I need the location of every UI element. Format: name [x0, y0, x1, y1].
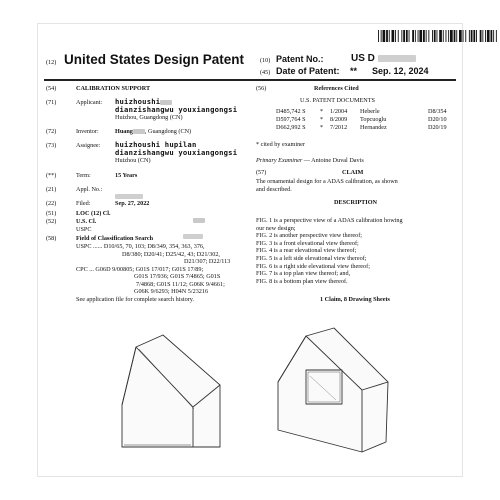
barcode-bar	[485, 30, 486, 42]
reference-num: D662,992 S	[276, 124, 306, 131]
barcode-bar	[423, 30, 425, 42]
code-21: (21)	[46, 186, 57, 193]
figure-description-line: FIG. 1 is a perspective view of a ADAS calibration howing	[256, 217, 403, 224]
code-10: (10)	[260, 57, 271, 64]
barcode-bar	[419, 30, 422, 42]
patent-page	[38, 24, 462, 476]
date-marker: **	[350, 66, 358, 76]
applicant-label: Applicant:	[76, 99, 103, 106]
barcode-bar	[465, 30, 466, 42]
reference-star: *	[320, 116, 324, 123]
code-term: (**)	[46, 172, 57, 179]
code-12: (12)	[46, 59, 57, 66]
see-application-note: See application file for complete search history.	[76, 296, 194, 303]
barcode-bar	[491, 30, 493, 42]
barcode-bar	[426, 30, 427, 42]
applicant-location: Huizhou, Guangdong (CN)	[115, 114, 183, 121]
description-title: DESCRIPTION	[334, 199, 377, 206]
barcode-bar	[456, 30, 457, 42]
barcode-bar	[471, 30, 473, 42]
reference-date: 8/2009	[330, 116, 348, 123]
barcode-bar	[395, 30, 396, 42]
code-51: (51)	[46, 210, 57, 217]
barcode-bar	[415, 30, 416, 42]
barcode-bar	[401, 30, 402, 42]
barcode-bar	[437, 30, 438, 42]
applicant-name-line1: huizhoushi	[115, 97, 172, 106]
barcode-bar	[448, 30, 449, 42]
reference-star: *	[320, 124, 324, 131]
figure-description-line: FIG. 6 is a right side elevational view thereof;	[256, 262, 370, 270]
barcode-bar	[469, 30, 470, 42]
term-label: Term:	[76, 172, 91, 179]
barcode-bar	[398, 30, 399, 42]
reference-star: *	[320, 108, 324, 115]
barcode-bar	[443, 30, 444, 42]
barcode-bar	[454, 30, 456, 42]
reference-cls: D20/10	[428, 116, 447, 123]
barcode-bar	[418, 30, 419, 42]
barcode-bar	[389, 30, 390, 42]
barcode-bar	[473, 30, 475, 42]
field-line: D21/307; D22/113	[184, 258, 231, 265]
figure-description-line: our new design;	[256, 224, 296, 232]
cited-by-examiner-note: * cited by examiner	[256, 141, 305, 148]
claim-text-line2: and described.	[256, 186, 292, 193]
code-58: (58)	[46, 235, 57, 242]
barcode-bar	[381, 30, 382, 42]
reference-date: 7/2012	[330, 124, 348, 131]
barcode-bar	[493, 30, 494, 42]
assignee-label: Assignee:	[76, 142, 101, 149]
barcode-bar	[450, 30, 453, 42]
barcode-bar	[480, 30, 482, 42]
field-line: D8/380; D20/41; D25/42, 43; D21/302,	[122, 250, 220, 258]
loc-label: LOC (12) Cl.	[76, 210, 111, 217]
filed-label: Filed:	[76, 200, 91, 207]
figure-description-line: FIG. 2 is another perspective view thereof;	[256, 232, 363, 240]
barcode-bar	[383, 30, 386, 42]
reference-name: Heberle	[360, 108, 380, 115]
barcode-bar	[459, 30, 462, 42]
reference-cls: D20/19	[428, 124, 447, 131]
inventor: Huang , Guangdong (CN)	[115, 128, 192, 135]
barcode-bar	[487, 30, 490, 42]
barcode	[378, 30, 498, 42]
reference-num: D597,764 S	[276, 116, 306, 123]
claim-title: CLAIM	[342, 169, 364, 176]
barcode-bar	[406, 30, 408, 42]
reference-date: 1/2004	[330, 108, 348, 115]
us-cl-label: U.S. Cl.	[76, 218, 97, 225]
field-line: 7/4868; G01S 11/12; G06K 9/4661;	[136, 280, 225, 288]
filed-date: Sep. 27, 2022	[115, 200, 150, 207]
references-title: References Cited	[314, 85, 359, 92]
reference-cls: D8/354	[428, 108, 447, 115]
assignee-name-line2: dianzishangwu youxiangongsi	[115, 148, 238, 157]
figure-description-line: FIG. 8 is a bottom plan view thereof.	[256, 277, 348, 285]
barcode-bar	[386, 30, 388, 42]
inventor-label: Inventor:	[76, 128, 99, 135]
reference-name: Hernandez	[360, 124, 387, 131]
figure-description-line: FIG. 3 is a front elevational view thereof;	[256, 239, 359, 247]
barcode-bar	[482, 30, 483, 42]
barcode-bar	[439, 30, 442, 42]
code-72: (72)	[46, 128, 57, 135]
patent-no-label: Patent No.:	[276, 54, 324, 64]
uspc-label: USPC	[76, 226, 92, 233]
patent-number: US D	[351, 53, 416, 64]
code-22: (22)	[46, 200, 57, 207]
field-line: G01S 17/936; G01S 7/4865; G01S	[134, 273, 221, 280]
code-54: (54)	[46, 85, 57, 92]
field-line: USPC ...... D10/65, 70, 103; D8/349, 354, 363, 376,	[76, 243, 205, 250]
code-71: (71)	[46, 99, 57, 106]
field-search-label: Field of Classification Search	[76, 235, 154, 242]
appl-no-label: Appl. No.:	[76, 186, 103, 193]
barcode-bar	[434, 30, 436, 42]
date-label: Date of Patent:	[276, 66, 340, 76]
us-documents-title: U.S. PATENT DOCUMENTS	[300, 97, 375, 104]
perspective-drawing-2	[256, 324, 396, 464]
claim-text-line1: The ornamental design for a ADAS calibration, as shown	[256, 178, 398, 185]
barcode-bar	[496, 30, 497, 42]
date-of-patent: Sep. 12, 2024	[372, 66, 429, 76]
header-rule	[44, 79, 456, 81]
primary-examiner: Primary Examiner — Antoine Duval Davis	[256, 157, 364, 164]
claims-summary: 1 Claim, 8 Drawing Sheets	[320, 296, 390, 303]
barcode-bar	[463, 30, 464, 42]
reference-name: Topcuoglu	[360, 116, 387, 123]
assignee-name-line1: huizhoushi hupilan	[115, 140, 197, 149]
perspective-drawing-1	[108, 329, 238, 459]
barcode-bar	[403, 30, 405, 42]
design-title: CALIBRATION SUPPORT	[76, 85, 151, 92]
code-45: (45)	[260, 69, 271, 76]
barcode-bar	[432, 30, 433, 42]
barcode-bar	[446, 30, 447, 42]
barcode-bar	[378, 30, 379, 42]
barcode-bar	[428, 30, 429, 42]
figure-description-line: FIG. 4 is a rear elevational view thereof;	[256, 247, 357, 255]
code-57: (57)	[256, 169, 267, 176]
assignee-location: Huizhou (CN)	[115, 157, 151, 164]
barcode-bar	[392, 30, 395, 42]
barcode-bar	[476, 30, 477, 42]
field-line: G06K 9/6293; H04N 5/23216	[134, 288, 209, 295]
barcode-bar	[409, 30, 410, 42]
term-value: 15 Years	[115, 172, 138, 179]
code-73: (73)	[46, 142, 57, 149]
applicant-name-line2: dianzishangwu youxiangongsi	[115, 105, 238, 114]
barcode-bar	[412, 30, 414, 42]
field-line: CPC ... G06D 9/00805; G01S 17/017; G01S 17/89;	[76, 265, 204, 273]
code-52: (52)	[46, 218, 57, 225]
reference-num: D485,742 S	[276, 108, 306, 115]
figure-description-line: FIG. 7 is a top plan view thereof; and,	[256, 270, 351, 278]
patent-type-title: United States Design Patent	[64, 52, 245, 67]
code-56: (56)	[256, 85, 267, 92]
figure-description-line: FIG. 5 is a left side elevational view thereof;	[256, 255, 367, 262]
